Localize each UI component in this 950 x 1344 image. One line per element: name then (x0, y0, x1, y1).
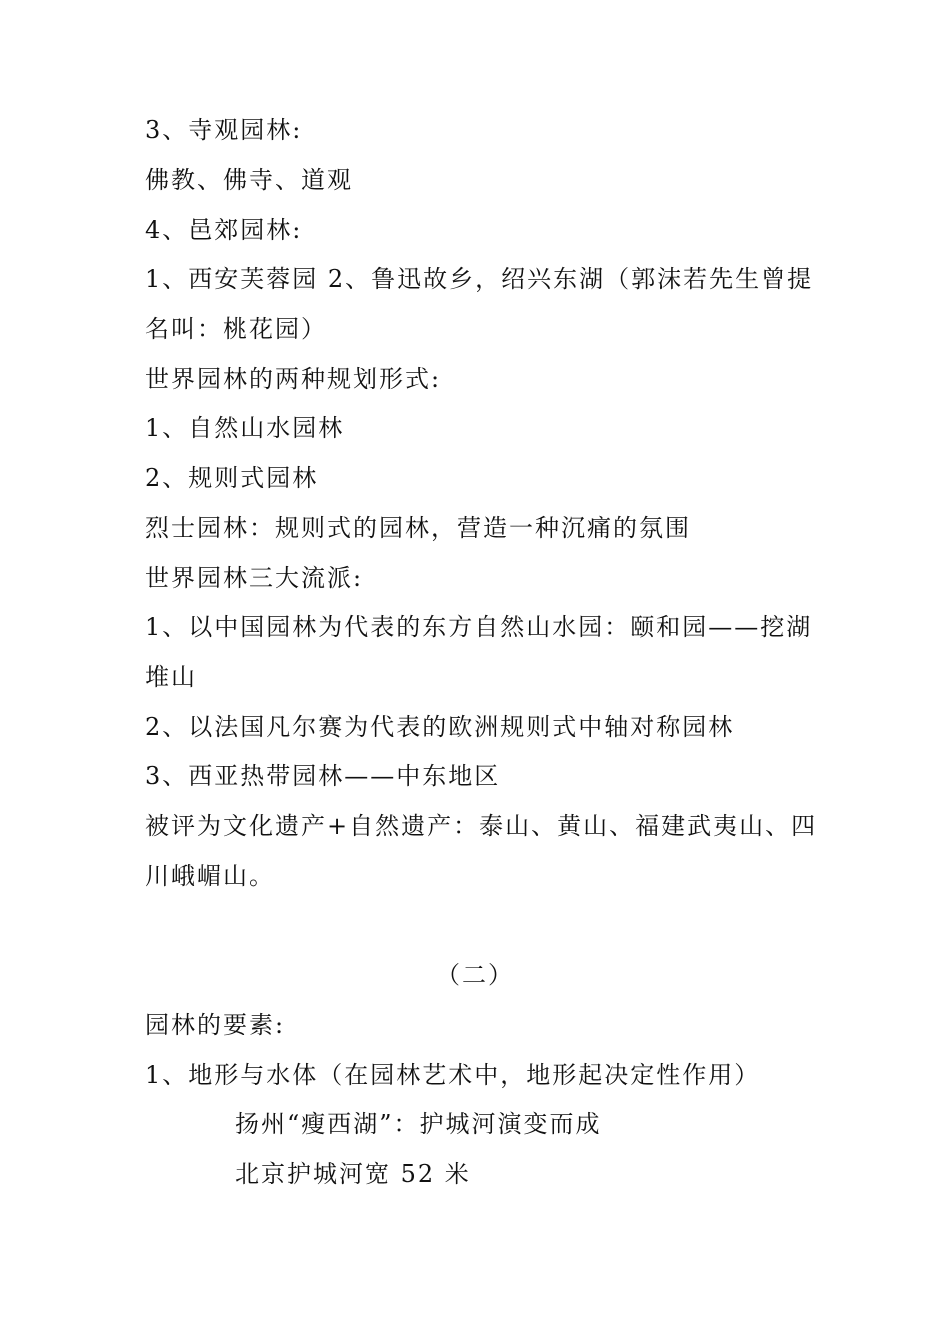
text-line: 1、自然山水园林 (145, 414, 345, 442)
text-line: 2、规则式园林 (145, 464, 319, 492)
text-line: 世界园林三大流派: (145, 564, 364, 592)
indented-text-line: 北京护城河宽 52 米 (235, 1160, 471, 1188)
text-line: 佛教、佛寺、道观 (145, 166, 353, 194)
text-line: 2、以法国凡尔赛为代表的欧洲规则式中轴对称园林 (145, 713, 735, 741)
text-line: 1、地形与水体（在园林艺术中，地形起决定性作用） (145, 1061, 761, 1089)
indented-text-line: 扬州“瘦西湖”：护城河演变而成 (235, 1110, 602, 1138)
text-line: 4、邑郊园林: (145, 216, 303, 244)
text-line: 园林的要素: (145, 1011, 286, 1039)
text-line: 1、以中国园林为代表的东方自然山水园：颐和园——挖湖 (145, 613, 813, 641)
text-line: 名叫：桃花园） (145, 315, 327, 343)
text-line: 川峨嵋山。 (145, 862, 275, 890)
text-line: 3、西亚热带园林——中东地区 (145, 762, 501, 790)
section-heading: （二） (436, 961, 514, 989)
text-line: 1、西安芙蓉园 2、鲁迅故乡，绍兴东湖（郭沫若先生曾提 (145, 265, 814, 293)
text-line: 烈士园林：规则式的园林，营造一种沉痛的氛围 (145, 514, 691, 542)
text-line: 3、寺观园林: (145, 116, 303, 144)
text-line: 世界园林的两种规划形式: (145, 365, 442, 393)
text-line: 被评为文化遗产+自然遗产：泰山、黄山、福建武夷山、四 (145, 812, 818, 840)
text-line: 堆山 (145, 663, 197, 691)
